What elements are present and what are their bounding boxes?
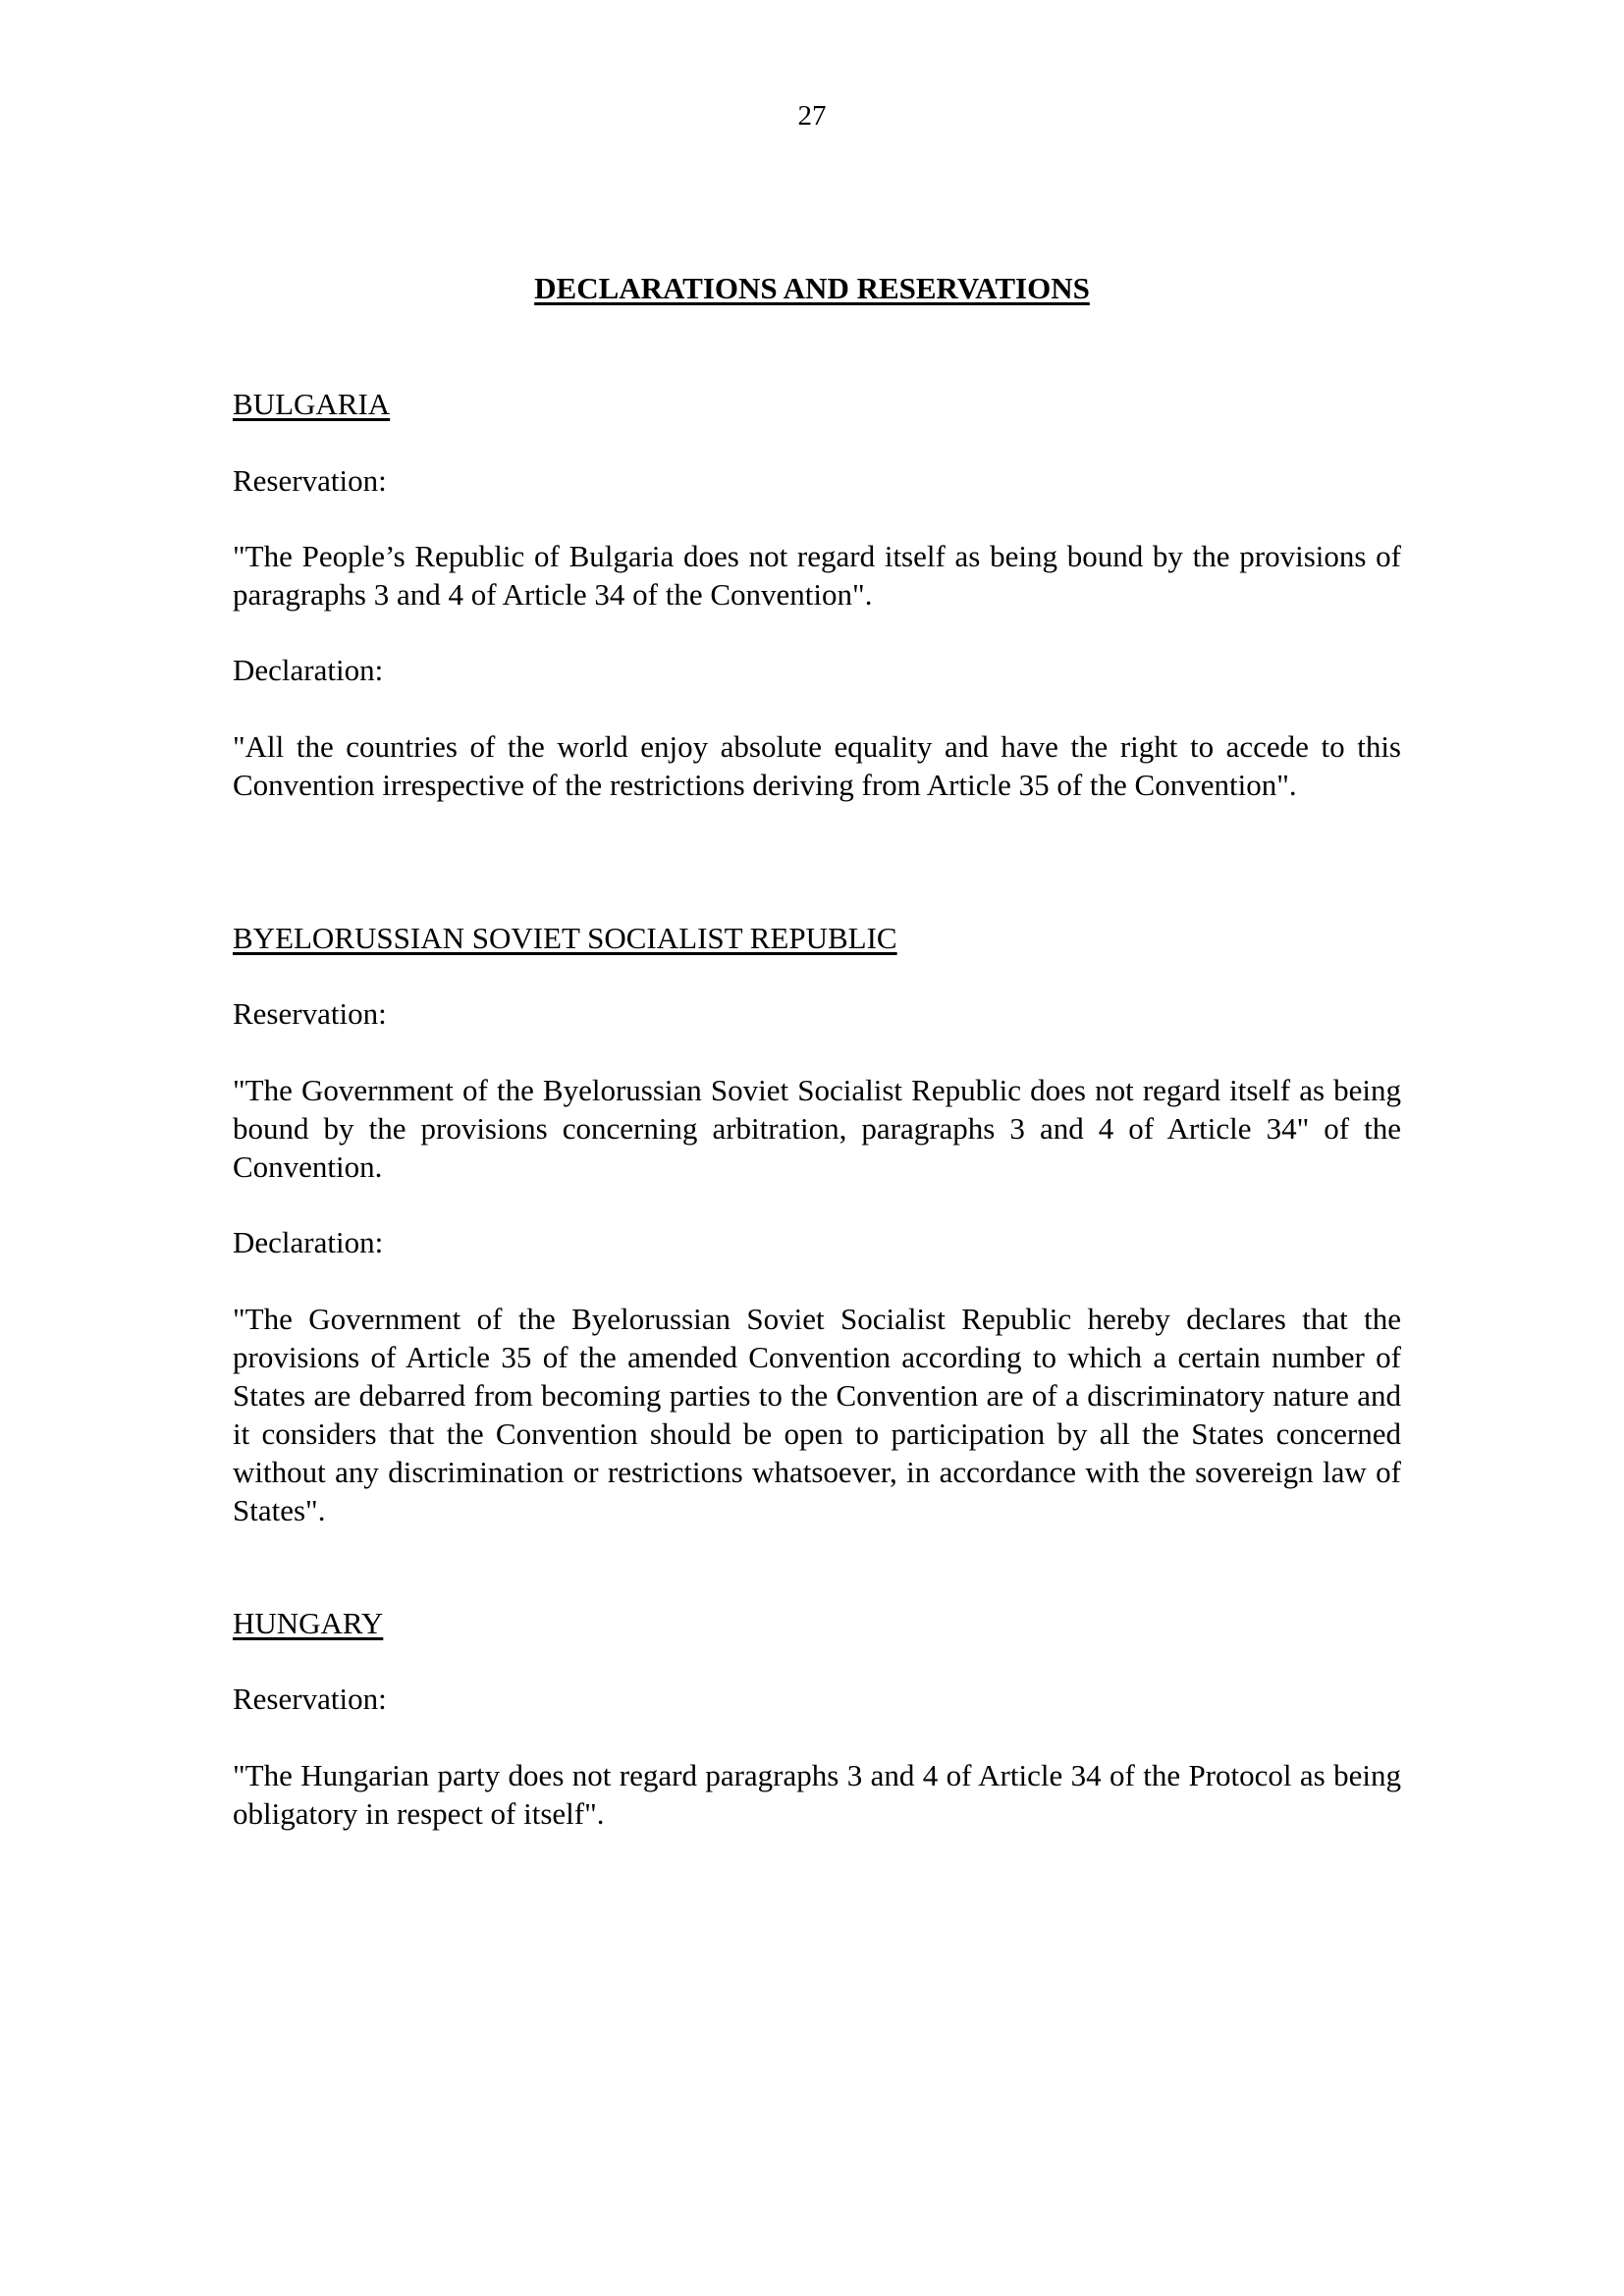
declaration-text: "The Government of the Byelorussian Soviet Socialist Republic hereby declares that the provisions of Article 35 of the amended Convention according to which a certain number of States are debarred from becoming parties to the Convention are of a discriminatory nature and it considers that the Convention should be open to participation by all the States concerned without any discrimination or restrictions whatsoever, in accordance with the sovereign law of States". — [233, 1302, 1401, 1527]
reservation-label: Reservation: — [233, 996, 387, 1031]
reservation-text: "The Government of the Byelorussian Soviet Socialist Republic does not regard itself as being bound by the provisions concerning arbitration, paragraphs 3 and 4 of Article 34" of the Convention. — [233, 1073, 1401, 1184]
country-heading-byelorussia: BYELORUSSIAN SOVIET SOCIALIST REPUBLIC — [233, 921, 897, 955]
reservation-text: "The Hungarian party does not regard paragraphs 3 and 4 of Article 34 of the Protocol as being obligatory in respect of itself". — [233, 1758, 1401, 1831]
declaration-label: Declaration: — [233, 1225, 384, 1259]
page-number: 27 — [797, 100, 827, 132]
country-heading-hungary: HUNGARY — [233, 1606, 384, 1640]
reservation-label: Reservation: — [233, 463, 387, 498]
document-title: DECLARATIONS AND RESERVATIONS — [534, 271, 1090, 305]
declaration-label: Declaration: — [233, 653, 384, 687]
reservation-text: "The People’s Republic of Bulgaria does not regard itself as being bound by the provisions of paragraphs 3 and 4 of Article 34 of the Convention". — [233, 539, 1401, 612]
reservation-label: Reservation: — [233, 1682, 387, 1716]
country-heading-bulgaria: BULGARIA — [233, 387, 391, 421]
declaration-text: "All the countries of the world enjoy absolute equality and have the right to accede to this Convention irrespective of the restrictions deriving from Article 35 of the Convention". — [233, 729, 1401, 802]
